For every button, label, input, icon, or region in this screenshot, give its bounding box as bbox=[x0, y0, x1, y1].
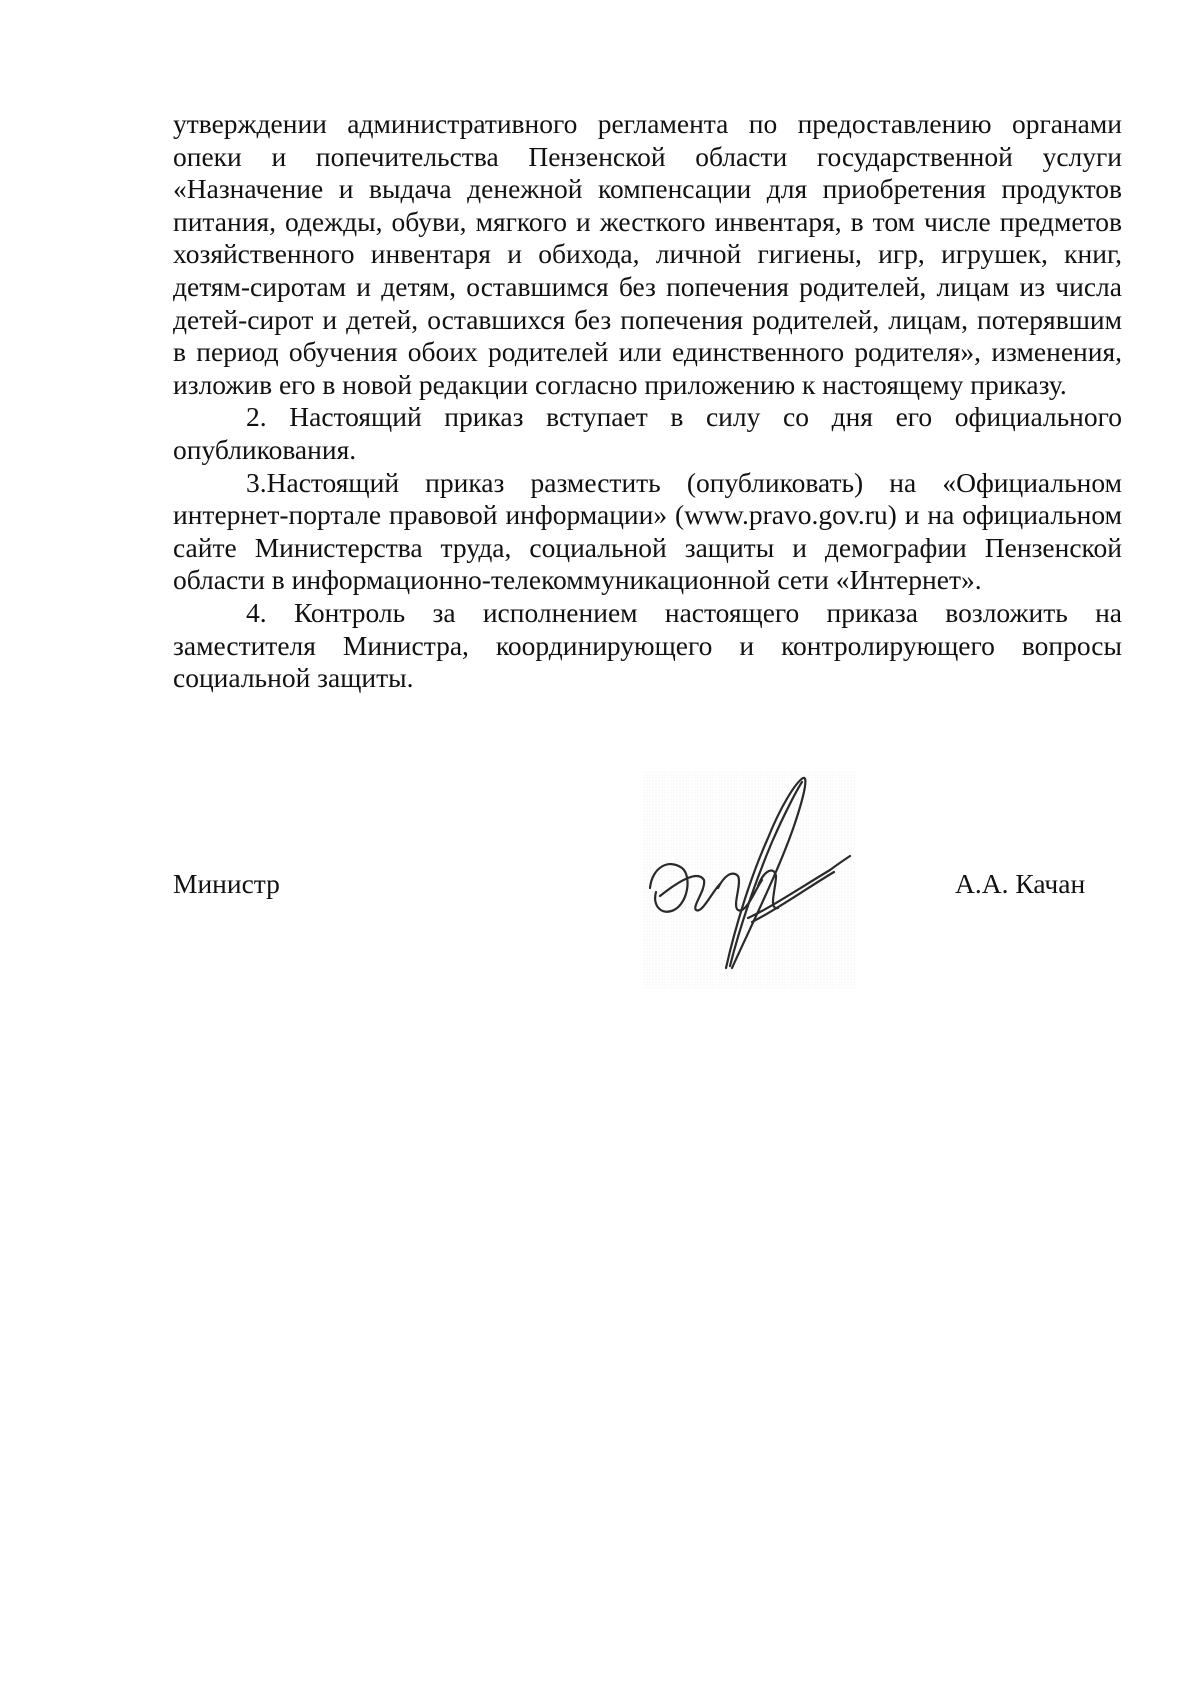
paragraph-2: 2. Настоящий приказ вступает в силу со дня его официального опубликования. bbox=[173, 401, 1122, 465]
paragraph-3: 3.Настоящий приказ разместить (опубликовать) на «Официальном интернет-портале правовой информации» (www.pravo.gov.ru) и на официальном сайте Министерства труда, социальной защиты и демографии Пензенской области в информационно-телекоммуникационной сети «Интернет». bbox=[173, 466, 1122, 596]
paragraph-4: 4. Контроль за исполнением настоящего приказа возложить на заместителя Министра, координирующего и контролирующего вопросы социальной защиты. bbox=[173, 596, 1122, 694]
document-body bbox=[173, 108, 1122, 695]
paragraph-1: утверждении административного регламента по предоставлению органами опеки и попечительства Пензенской области государственной услуги «Назначение и выдача денежной компенсации для приобретения продуктов питания, одежды, обуви, мягкого и жесткого инвентаря, в том числе предметов хозяйственного инвентаря и обихода, личной гигиены, игр, игрушек, книг, детям-сиротам и детям, оставшимся без попечения родителей, лицам из числа детей-сирот и детей, оставшихся без попечения родителей, лицам, потерявшим в период обучения обоих родителей или единственного родителя», изменения, изложив его в новой редакции согласно приложению к настоящему приказу. bbox=[173, 108, 1122, 400]
signer-position: Министр bbox=[173, 868, 280, 899]
signature-block bbox=[0, 768, 1200, 998]
signer-name: А.А. Качан bbox=[955, 868, 1086, 899]
handwritten-signature bbox=[640, 768, 860, 993]
